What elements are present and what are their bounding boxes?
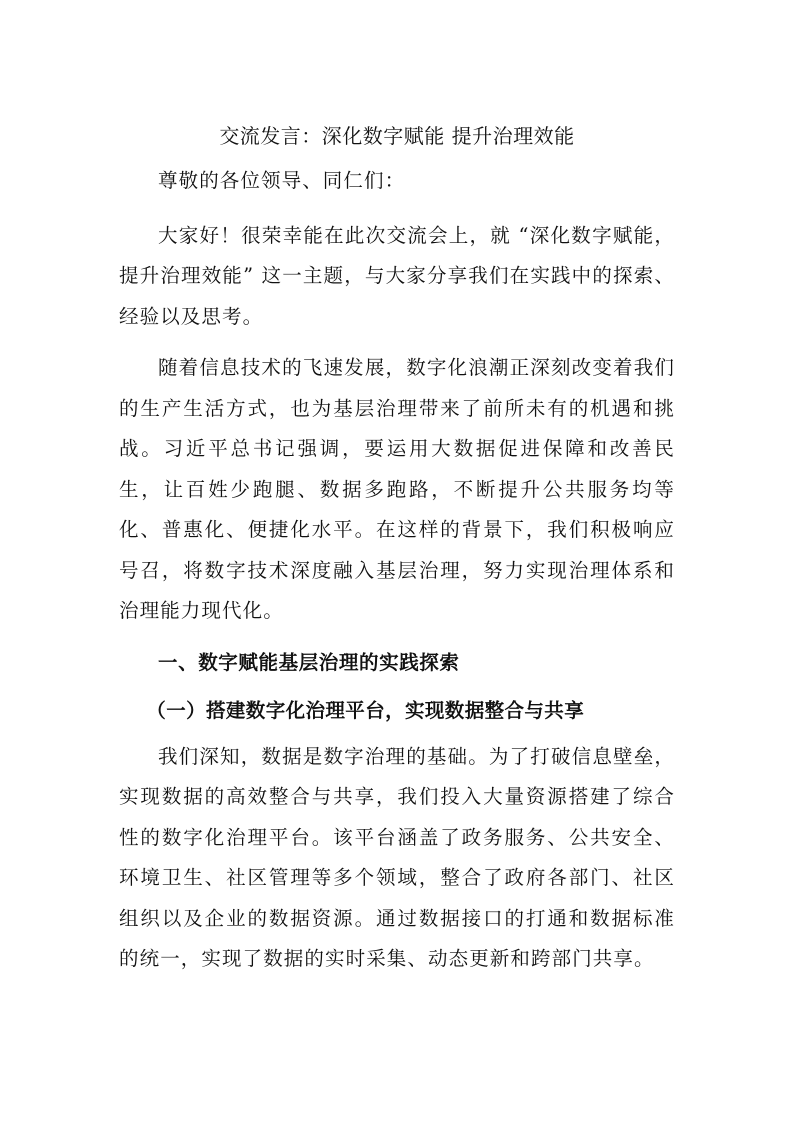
section-heading: 一、数字赋能基层治理的实践探索 [158,650,460,674]
subsection-heading: （一）搭建数字化治理平台，实现数据整合与共享 [146,698,585,722]
paragraph-background: 随着信息技术的飞速发展，数字化浪潮正深刻改变着我们的生产生活方式，也为基层治理带来了前所未有的机遇和挑战。习近平总书记强调，要运用大数据促进保障和改善民生，让百姓少跑腿、数据多跑路，不断提升公共服务均等化、普惠化、便捷化水平。在这样的背景下，我们积极响应号召，将数字技术深度融入基层治理，努力实现治理体系和治理能力现代化。 [119,356,675,622]
document-title: 交流发言：深化数字赋能 提升治理效能 [219,124,575,148]
paragraph-intro: 大家好！很荣幸能在此次交流会上，就 “深化数字赋能，提升治理效能” 这一主题，与大家分享我们在实践中的探索、经验以及思考。 [119,223,675,328]
document-body [119,116,675,991]
paragraph-platform: 我们深知，数据是数字治理的基础。为了打破信息壁垒，实现数据的高效整合与共享，我们投入大量资源搭建了综合性的数字化治理平台。该平台涵盖了政务服务、公共安全、环境卫生、社区管理等多个领域，整合了政府各部门、社区组织以及企业的数据资源。通过数据接口的打通和数据标准的统一，实现了数据的实时采集、动态更新和跨部门共享。 [119,744,675,970]
greeting: 尊敬的各位领导、同仁们： [158,169,406,192]
